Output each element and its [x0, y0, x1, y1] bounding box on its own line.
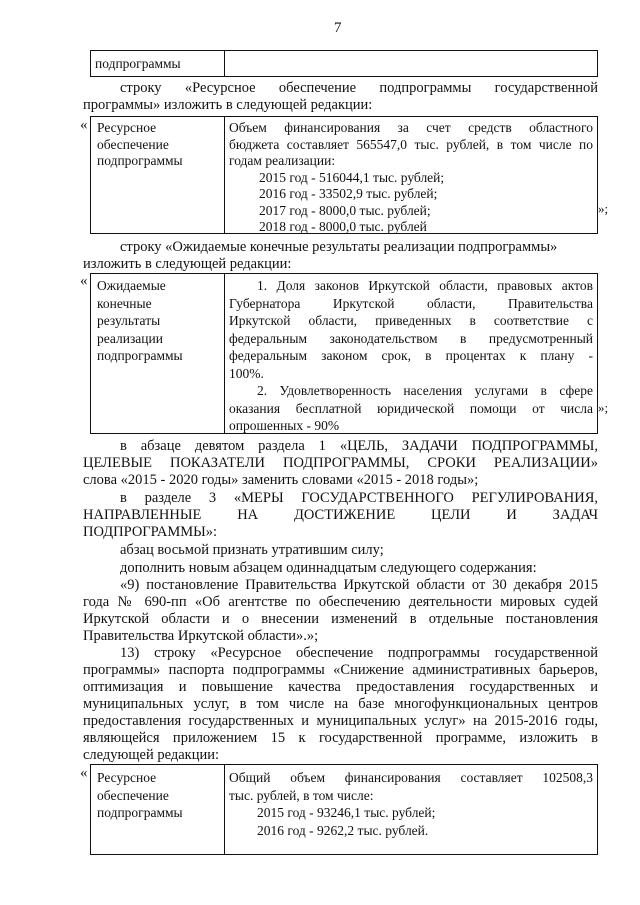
cell-text: Объем финансирования за счет средств областного	[229, 120, 593, 135]
cell-left	[97, 277, 183, 365]
year-line: 2015 год - 516044,1 тыс. рублей;	[259, 169, 445, 185]
paragraph-line: муниципальных услуг, в том числе на базе многофункциональных центров	[83, 696, 598, 712]
cell-text: оказания бесплатной юридической помощи от числа	[229, 400, 593, 416]
cell-text: Общий объем финансирования составляет 102508,3	[229, 770, 593, 785]
cell-text: подпрограммы	[97, 805, 183, 820]
open-quote: «	[80, 273, 88, 289]
paragraph-line: в разделе 3 «МЕРЫ ГОСУДАРСТВЕННОГО РЕГУЛИРОВАНИЯ,	[120, 490, 598, 506]
cell-text: результаты	[97, 313, 161, 328]
cell-text: Иркутской области, приведенных в соответствие с	[229, 313, 593, 328]
cell-text: Ожидаемые	[97, 278, 166, 293]
cell-text: опрошенных - 90%	[229, 418, 340, 433]
paragraph-line: Иркутской области и о внесении изменений в отдельные постановления	[83, 611, 598, 627]
close-quote: »;	[598, 400, 609, 415]
paragraph-line: следующей редакции:	[83, 747, 220, 763]
cell-text: подпрограммы	[97, 153, 183, 168]
paragraph-line: строку «Ожидаемые конечные результаты реализации подпрограммы»	[120, 239, 558, 255]
cell-text: федеральным законодательством в предусмотренный	[229, 330, 593, 346]
paragraph-line: строку «Ресурсное обеспечение подпрограммы государственной	[120, 80, 598, 96]
cell-left	[97, 769, 183, 822]
cell-text: 1. Доля законов Иркутской области, правовых актов	[257, 278, 593, 293]
year-line: 2016 год - 9262,2 тыс. рублей.	[257, 822, 429, 838]
paragraph-6: дополнить новым абзацем одиннадцатым следующего содержания:	[120, 560, 537, 576]
top-table-cell: подпрограммы	[95, 56, 181, 71]
paragraph-line: «9) постановление Правительства Иркутской области от 30 декабря 2015	[120, 577, 598, 593]
open-quote: «	[80, 765, 88, 781]
cell-text: Ресурсное	[97, 120, 157, 135]
cell-text: подпрограммы	[97, 348, 183, 363]
cell-text: реализации	[97, 330, 163, 346]
paragraph-line: года № 690-пп «Об агентстве по обеспечению деятельности мировых судей	[83, 594, 598, 610]
cell-text: обеспечение	[97, 136, 169, 152]
cell-right	[229, 277, 593, 435]
paragraph-line: предоставления государственных и муниципальных услуг» на 2015-2016 годы,	[83, 713, 598, 729]
cell-text: Ресурсное	[97, 770, 157, 785]
year-line: 2017 год - 8000,0 тыс. рублей;	[259, 202, 431, 218]
paragraph-line: программы» паспорта подпрограммы «Снижение административных барьеров,	[83, 662, 598, 678]
paragraph-line: слова «2015 - 2020 годы» заменить словами «2015 - 2018 годы»;	[83, 472, 479, 488]
paragraph-line: оптимизация и повышение качества предоставления государственных и	[83, 679, 598, 695]
paragraph-line: ЦЕЛЕВЫЕ ПОКАЗАТЕЛИ ПОДПРОГРАММЫ, СРОКИ РЕАЛИЗАЦИИ»	[83, 455, 598, 471]
cell-text: Губернатора Иркутской области, Правительства	[229, 295, 593, 311]
paragraph-line: программы» изложить в следующей редакции:	[83, 97, 373, 113]
cell-text: бюджета составляет 565547,0 тыс. рублей, в том числе по	[229, 136, 593, 152]
cell-text: федеральным законом срок, в процентах к плану -	[229, 348, 593, 363]
paragraph-line: НАПРАВЛЕННЫЕ НА ДОСТИЖЕНИЕ ЦЕЛИ И ЗАДАЧ	[83, 507, 598, 523]
cell-text: конечные	[97, 295, 152, 311]
cell-right	[229, 120, 593, 236]
cell-text: обеспечение	[97, 787, 169, 803]
year-line: 2015 год - 93246,1 тыс. рублей;	[257, 805, 436, 820]
year-line: 2016 год - 33502,9 тыс. рублей;	[259, 186, 438, 201]
paragraph-line: ПОДПРОГРАММЫ»:	[83, 524, 218, 540]
cell-text: тыс. рублей, в том числе:	[229, 787, 374, 803]
page-number: 7	[334, 20, 342, 36]
open-quote: «	[80, 117, 88, 133]
cell-left	[97, 120, 183, 170]
paragraph-line: Правительства Иркутской области».»;	[83, 628, 319, 644]
paragraph-line: являющейся приложением 15 к государственной программе, изложить в	[83, 730, 598, 746]
cell-text: 100%.	[229, 365, 264, 381]
year-line: 2018 год - 8000,0 тыс. рублей	[259, 219, 427, 234]
cell-text: годам реализации:	[229, 153, 336, 168]
paragraph-line: 13) строку «Ресурсное обеспечение подпрограммы государственной	[120, 645, 598, 661]
paragraph-line: изложить в следующей редакции:	[83, 256, 292, 272]
cell-right	[229, 769, 593, 839]
paragraph-5: абзац восьмой признать утратившим силу;	[120, 542, 384, 558]
cell-text: 2. Удовлетворенность населения услугами в сфере	[257, 383, 593, 398]
close-quote: »;	[598, 201, 609, 216]
paragraph-line: в абзаце девятом раздела 1 «ЦЕЛЬ, ЗАДАЧИ ПОДПРОГРАММЫ,	[120, 438, 598, 454]
